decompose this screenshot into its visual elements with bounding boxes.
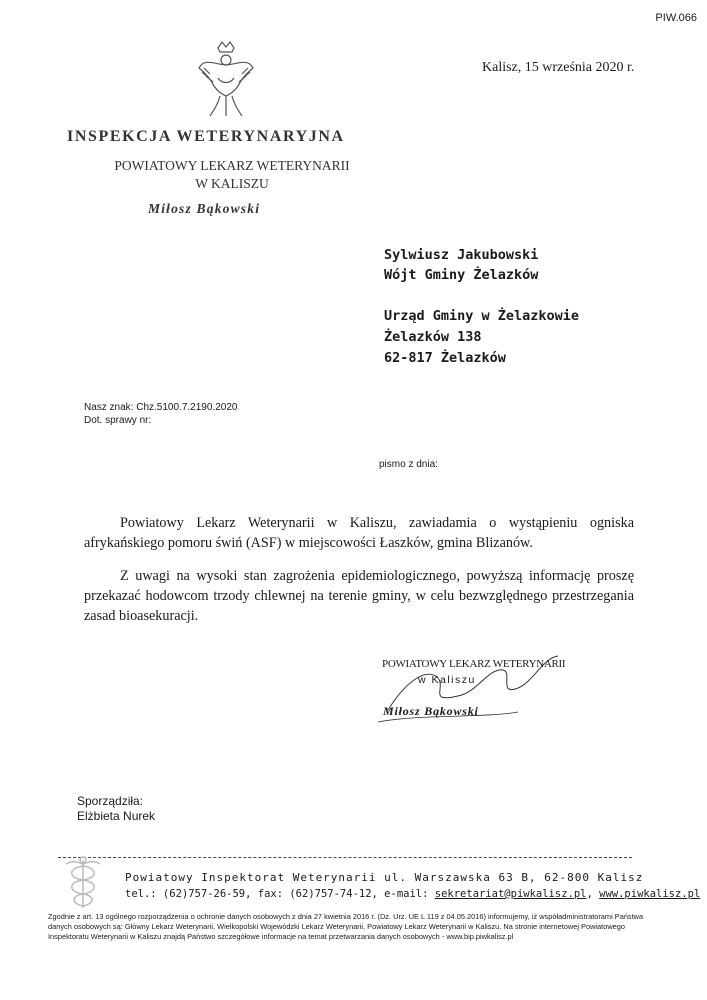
place-date: Kalisz, 15 września 2020 r. bbox=[482, 60, 635, 75]
org-subtitle: POWIATOWY LEKARZ WETERYNARII bbox=[114, 158, 350, 173]
footer-phone-fax: tel.: (62)757-26-59, fax: (62)757-74-12, e-mail: bbox=[125, 888, 429, 900]
prepared-by-label: Sporządziła: bbox=[77, 794, 144, 808]
caduceus-icon bbox=[58, 854, 108, 912]
footer-org-name: Powiatowy Inspektorat Weterynarii bbox=[125, 871, 377, 884]
org-title: INSPEKCJA WETERYNARYJNA bbox=[67, 128, 345, 145]
document-id: PIW.066 bbox=[655, 12, 697, 24]
footer-contact: tel.: (62)757-26-59, fax: (62)757-74-12, e-mail: sekretariat@piwkalisz.pl, www.piwkalisz.pl bbox=[125, 888, 701, 900]
gdpr-notice: Zgodnie z art. 13 ogólnego rozporządzenia o ochronie danych osobowych z dnia 27 kwietnia 2016 r. (Dz. Urz. UE L 119 z 04.05.2016) informujemy, iż współadministratorami Państwa danych osobowych są: Główny Lekarz Weterynarii, Wielkopolski Wojewódzki Lekarz Weterynarii, Powiatowy Lekarz Weterynarii w Kaliszu. Na stronie internetowej Powiatowego Inspektoratu Weterynarii w Kaliszu znajdą Państwo szczegółowe informacje na temat przetwarzania danych osobowych - www.bip.piwkalisz.pl bbox=[48, 912, 644, 941]
stamp-city: w Kaliszu bbox=[418, 674, 476, 686]
case-reference: Dot. sprawy nr: bbox=[84, 415, 152, 426]
addressee-street: Żelazków 138 bbox=[384, 329, 482, 345]
addressee-name: Sylwiusz Jakubowski bbox=[384, 247, 539, 263]
footer-email-link[interactable]: sekretariat@piwkalisz.pl bbox=[434, 888, 587, 900]
footer-website-link[interactable]: www.piwkalisz.pl bbox=[599, 888, 701, 900]
footer-address: ul. Warszawska 63 B, 62-800 Kalisz bbox=[384, 871, 644, 884]
body-paragraph-1: Powiatowy Lekarz Weterynarii w Kaliszu, zawiadamia o wystąpieniu ogniska afrykańskiego pomoru świń (ASF) w miejscowości Łaszków, gmina Blizanów. bbox=[84, 515, 634, 551]
stamp-title: POWIATOWY LEKARZ WETERYNARII bbox=[382, 658, 566, 670]
our-reference: Nasz znak: Chz.5100.7.2190.2020 bbox=[84, 402, 238, 413]
prepared-by-name: Elżbieta Nurek bbox=[77, 809, 156, 823]
letter-date-reference: pismo z dnia: bbox=[379, 459, 438, 470]
addressee-city: 62-817 Żelazków bbox=[384, 350, 506, 366]
header-signer: Miłosz Bąkowski bbox=[148, 201, 261, 216]
addressee-role: Wójt Gminy Żelazków bbox=[384, 267, 539, 283]
body-paragraph-2: Z uwagi na wysoki stan zagrożenia epidemiologicznego, powyższą informację proszę przekazać hodowcom trzody chlewnej na terenie gminy, w celu bezwzględnego przestrzegania zasad bioasekuracji. bbox=[84, 568, 634, 624]
footer-organization bbox=[125, 871, 643, 884]
stamp-name: Miłosz Bąkowski bbox=[383, 704, 479, 718]
footer-divider bbox=[58, 857, 632, 858]
eagle-emblem-icon bbox=[196, 38, 256, 120]
org-city: W KALISZU bbox=[195, 176, 269, 191]
addressee-office: Urząd Gminy w Żelazkowie bbox=[384, 308, 580, 324]
